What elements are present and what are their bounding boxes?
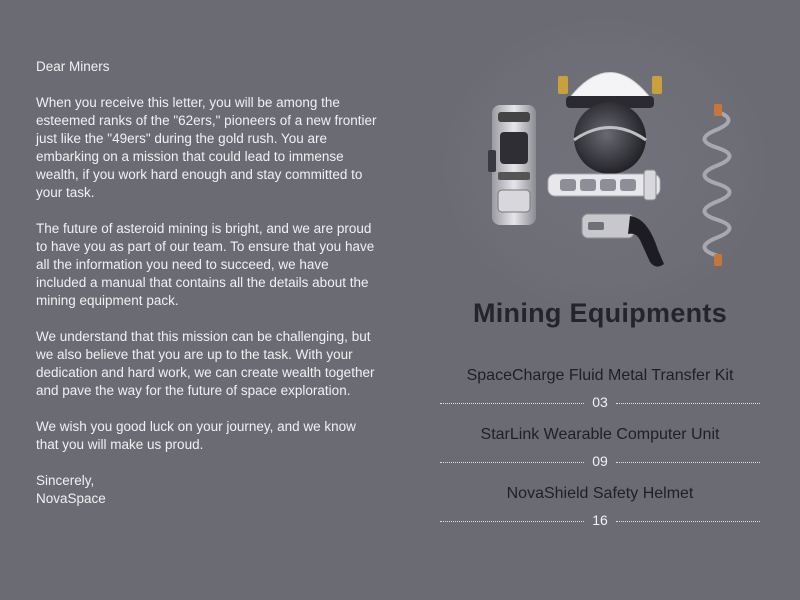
- toc-entry[interactable]: [400, 366, 800, 410]
- letter-paragraph: We understand that this mission can be challenging, but we also believe that you are up to the task. With your dedication and hard work, we can create wealth together and pave the way for the future of space exploration.: [36, 329, 375, 398]
- letter-greeting: Dear Miners: [36, 59, 110, 74]
- toc-entry[interactable]: [400, 484, 800, 528]
- section-title: Mining Equipments: [472, 298, 728, 328]
- letter-signature: NovaSpace: [36, 491, 106, 506]
- toc-entry-label: StarLink Wearable Computer Unit: [480, 426, 720, 443]
- toc-page-number: 03: [592, 394, 608, 410]
- equipment-panel: [400, 0, 800, 600]
- toc-entry-label: NovaShield Safety Helmet: [506, 485, 694, 502]
- dotted-leader: [440, 521, 584, 522]
- dotted-leader: [440, 462, 584, 463]
- dotted-leader: [616, 521, 760, 522]
- toc-entry[interactable]: [400, 425, 800, 469]
- dotted-leader: [440, 403, 584, 404]
- welcome-letter: [36, 58, 381, 508]
- toc-page-number: 16: [592, 512, 608, 528]
- letter-paragraph: We wish you good luck on your journey, and we know that you will make us proud.: [36, 419, 356, 452]
- helmet-icon: [558, 73, 662, 184]
- wearable-computer-icon: [488, 105, 536, 225]
- coiled-cable-icon: [704, 104, 729, 266]
- nozzle-tool-icon: [582, 214, 664, 267]
- dotted-leader: [616, 462, 760, 463]
- toc-leader: [440, 512, 760, 528]
- toc-leader: [440, 453, 760, 469]
- toc-leader: [440, 394, 760, 410]
- letter-paragraph: When you receive this letter, you will be among the esteemed ranks of the "62ers," pioneers of a new frontier just like the "49ers" during the gold rush. You are embarking on a mission that could lead to immense wealth, if you work hard enough and stay committed to your task.: [36, 95, 377, 200]
- dotted-leader: [616, 403, 760, 404]
- letter-closing: Sincerely,: [36, 473, 95, 488]
- toc-page-number: 09: [592, 453, 608, 469]
- equipment-illustration: [470, 50, 750, 280]
- toc-entry-label: SpaceCharge Fluid Metal Transfer Kit: [466, 367, 734, 384]
- letter-paragraph: The future of asteroid mining is bright, and we are proud to have you as part of our team. To ensure that you have all the information you need to succeed, we have included a manual that contains all the details about the mining equipment pack.: [36, 221, 375, 308]
- transfer-kit-icon: [548, 170, 660, 200]
